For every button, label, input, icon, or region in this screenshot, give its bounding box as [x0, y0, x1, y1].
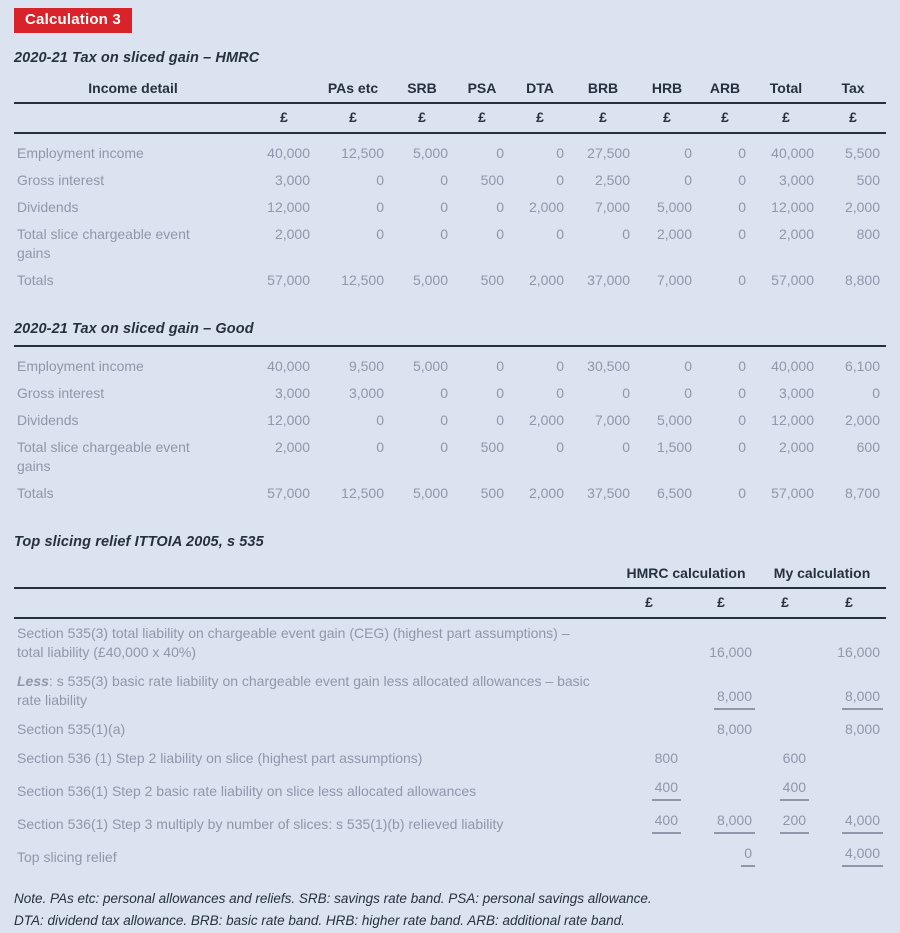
cell-value: 2,000 — [528, 272, 564, 288]
cell-value: 4,000 — [812, 806, 886, 839]
cell-value: 0 — [738, 226, 746, 242]
cell-value: 57,000 — [771, 272, 814, 288]
cell-value: 200 — [758, 806, 812, 839]
footnote-line-1: Note. PAs etc: personal allowances and reliefs. SRB: savings rate band. PSA: personal savings allowance. — [14, 891, 652, 906]
cell-value: 500 — [480, 439, 504, 455]
cell-value: 0 — [496, 385, 504, 401]
cell-value: 6,500 — [656, 485, 692, 501]
row-label: Top slicing relief — [17, 849, 117, 865]
table-row — [14, 618, 886, 667]
cell-value — [812, 744, 886, 773]
cell-value: 3,000 — [274, 172, 310, 188]
cell-value: 8,000 — [684, 667, 758, 715]
section-title-top-slicing-relief: Top slicing relief ITTOIA 2005, s 535 — [14, 534, 264, 550]
cell-value — [614, 667, 684, 715]
cell-value: 0 — [376, 439, 384, 455]
column-header-arb: ARB — [698, 78, 752, 103]
currency-symbol: £ — [752, 103, 820, 133]
cell-value: 2,000 — [528, 485, 564, 501]
cell-value: 0 — [376, 199, 384, 215]
table2-body — [14, 346, 886, 507]
cell-value: 5,000 — [412, 358, 448, 374]
cell-value: 0 — [738, 412, 746, 428]
cell-value: 9,500 — [348, 358, 384, 374]
cell-value: 0 — [684, 839, 758, 872]
cell-value — [758, 839, 812, 872]
cell-value: 0 — [684, 172, 692, 188]
cell-value: 12,500 — [341, 272, 384, 288]
cell-value — [614, 618, 684, 667]
row-label: Totals — [17, 485, 54, 501]
table-row — [14, 133, 886, 167]
cell-value: 0 — [738, 358, 746, 374]
table-row — [14, 744, 886, 773]
cell-value: 40,000 — [267, 145, 310, 161]
currency-symbol: £ — [614, 588, 684, 618]
cell-value — [758, 667, 812, 715]
cell-value: 0 — [556, 172, 564, 188]
cell-value — [614, 715, 684, 744]
cell-value: 40,000 — [771, 145, 814, 161]
cell-value: 0 — [440, 439, 448, 455]
cell-value: 2,000 — [778, 226, 814, 242]
table1-currency-row — [14, 103, 886, 133]
row-label-prefix: Less — [17, 673, 49, 689]
cell-value: 0 — [496, 358, 504, 374]
cell-value: 0 — [684, 358, 692, 374]
cell-value: 0 — [556, 385, 564, 401]
cell-value — [614, 839, 684, 872]
row-label: Total slice chargeable event gains — [17, 226, 190, 261]
cell-value: 2,000 — [844, 412, 880, 428]
cell-value: 5,000 — [656, 199, 692, 215]
currency-symbol: £ — [812, 588, 886, 618]
row-label: Total slice chargeable event gains — [17, 439, 190, 474]
cell-value: 500 — [480, 272, 504, 288]
cell-value: 500 — [480, 485, 504, 501]
cell-value: 0 — [440, 199, 448, 215]
cell-value: 0 — [872, 385, 880, 401]
cell-value: 0 — [556, 226, 564, 242]
cell-value: 7,000 — [594, 412, 630, 428]
table-row — [14, 773, 886, 806]
cell-value: 12,500 — [341, 145, 384, 161]
table3-body — [14, 618, 886, 872]
row-label: Section 535(1)(a) — [17, 721, 126, 737]
row-label: Section 536(1) Step 2 basic rate liability on slice less allocated allowances — [17, 783, 477, 799]
cell-value: 8,000 — [684, 806, 758, 839]
cell-value: 0 — [556, 145, 564, 161]
column-header-srb: SRB — [390, 78, 454, 103]
calculation-badge-label: Calculation 3 — [25, 11, 121, 28]
cell-value: 8,700 — [844, 485, 880, 501]
table1-body — [14, 133, 886, 294]
cell-value: 0 — [622, 385, 630, 401]
cell-value: 3,000 — [274, 385, 310, 401]
row-label: Dividends — [17, 199, 79, 215]
cell-value: 0 — [496, 145, 504, 161]
currency-symbol: £ — [454, 103, 510, 133]
table3-header-row — [14, 563, 886, 588]
table-sliced-gain-good — [14, 345, 886, 507]
cell-value: 0 — [496, 226, 504, 242]
column-header-psa: PSA — [454, 78, 510, 103]
cell-value: 57,000 — [267, 485, 310, 501]
cell-value — [812, 773, 886, 806]
cell-value: 4,000 — [812, 839, 886, 872]
cell-value: 6,100 — [844, 358, 880, 374]
calculation-page — [14, 8, 886, 933]
cell-value: 2,000 — [778, 439, 814, 455]
cell-value: 0 — [496, 412, 504, 428]
cell-value: 57,000 — [267, 272, 310, 288]
table1-header — [14, 78, 886, 133]
cell-value: 800 — [654, 750, 678, 766]
footnote — [14, 888, 886, 933]
table-row — [14, 167, 886, 194]
table-row — [14, 267, 886, 294]
table-row — [14, 667, 886, 715]
cell-value: 12,000 — [267, 199, 310, 215]
table1-header-row — [14, 78, 886, 103]
currency-spacer — [14, 588, 614, 618]
cell-value: 2,000 — [528, 199, 564, 215]
table-row — [14, 380, 886, 407]
cell-value: 8,800 — [844, 272, 880, 288]
row-label: Gross interest — [17, 385, 105, 401]
group-header-my-calculation: My calculation — [758, 563, 886, 588]
column-header-hrb: HRB — [636, 78, 698, 103]
footnote-line-2: DTA: dividend tax allowance. BRB: basic rate band. HRB: higher rate band. ARB: additional rate band. — [14, 913, 625, 929]
group-header-hmrc-calculation: HMRC calculation — [614, 563, 758, 588]
cell-value: 37,000 — [587, 272, 630, 288]
row-label: Totals — [17, 272, 54, 288]
table3-currency-row — [14, 588, 886, 618]
cell-value: 0 — [738, 172, 746, 188]
cell-value: 12,000 — [771, 199, 814, 215]
section-title-good: 2020-21 Tax on sliced gain – Good — [14, 321, 254, 337]
cell-value: 0 — [738, 199, 746, 215]
cell-value — [758, 715, 812, 744]
cell-value: 8,000 — [812, 667, 886, 715]
table-row — [14, 194, 886, 221]
cell-value: 12,000 — [771, 412, 814, 428]
column-header-amount — [252, 78, 316, 103]
column-header-brb: BRB — [570, 78, 636, 103]
cell-value: 8,000 — [844, 721, 881, 737]
table3-header — [14, 563, 886, 618]
cell-value: 0 — [738, 439, 746, 455]
table-row — [14, 407, 886, 434]
cell-value: 600 — [856, 439, 880, 455]
cell-value: 0 — [376, 226, 384, 242]
column-header-pas-etc: PAs etc — [316, 78, 390, 103]
cell-value: 12,500 — [341, 485, 384, 501]
cell-value: 27,500 — [587, 145, 630, 161]
cell-value: 0 — [738, 385, 746, 401]
cell-value: 3,000 — [778, 172, 814, 188]
cell-value: 3,000 — [348, 385, 384, 401]
cell-value: 0 — [376, 412, 384, 428]
cell-value: 0 — [496, 199, 504, 215]
cell-value: 0 — [738, 145, 746, 161]
cell-value: 500 — [856, 172, 880, 188]
calculation-badge — [14, 8, 132, 33]
cell-value: 0 — [684, 385, 692, 401]
column-header-income-detail: Income detail — [14, 78, 252, 103]
table-row — [14, 715, 886, 744]
table-row — [14, 346, 886, 380]
row-label: Dividends — [17, 412, 79, 428]
currency-symbol: £ — [390, 103, 454, 133]
table-top-slicing-relief — [14, 563, 886, 872]
cell-value: 0 — [556, 358, 564, 374]
cell-value: 5,000 — [412, 145, 448, 161]
currency-symbol: £ — [636, 103, 698, 133]
cell-value: 40,000 — [771, 358, 814, 374]
currency-symbol: £ — [570, 103, 636, 133]
currency-symbol: £ — [698, 103, 752, 133]
currency-symbol: £ — [684, 588, 758, 618]
cell-value: 500 — [480, 172, 504, 188]
cell-value: 5,000 — [656, 412, 692, 428]
cell-value: 0 — [622, 226, 630, 242]
cell-value: 0 — [440, 172, 448, 188]
table-row — [14, 839, 886, 872]
cell-value: 57,000 — [771, 485, 814, 501]
column-header-tax: Tax — [820, 78, 886, 103]
cell-value: 400 — [614, 773, 684, 806]
table-row — [14, 434, 886, 480]
cell-value: 16,000 — [709, 644, 753, 660]
cell-value: 7,000 — [656, 272, 692, 288]
row-label: Section 535(3) total liability on chargeable event gain (CEG) (highest part assumptions) – total liability (£40,000 x 40%) — [17, 625, 570, 660]
table-row — [14, 480, 886, 507]
currency-spacer — [14, 103, 252, 133]
currency-symbol: £ — [820, 103, 886, 133]
cell-value: 0 — [738, 485, 746, 501]
row-label: Section 536(1) Step 3 multiply by number of slices: s 535(1)(b) relieved liability — [17, 816, 504, 832]
row-label: Employment income — [17, 358, 144, 374]
cell-value: 40,000 — [267, 358, 310, 374]
cell-value — [758, 618, 812, 667]
currency-symbol: £ — [510, 103, 570, 133]
currency-symbol: £ — [316, 103, 390, 133]
section-title-hmrc: 2020-21 Tax on sliced gain – HMRC — [14, 50, 260, 66]
currency-symbol: £ — [758, 588, 812, 618]
cell-value: 0 — [556, 439, 564, 455]
cell-value: 800 — [856, 226, 880, 242]
row-label: Employment income — [17, 145, 144, 161]
cell-value: 2,000 — [274, 439, 310, 455]
table-row — [14, 221, 886, 267]
cell-value: 2,000 — [274, 226, 310, 242]
row-label: Less: s 535(3) basic rate liability on chargeable event gain less allocated allowances – basic rate liability — [17, 673, 590, 708]
table-sliced-gain-hmrc — [14, 78, 886, 294]
cell-value: 400 — [614, 806, 684, 839]
cell-value: 7,000 — [594, 199, 630, 215]
column-header-dta: DTA — [510, 78, 570, 103]
cell-value: 5,000 — [412, 485, 448, 501]
cell-value: 0 — [440, 412, 448, 428]
cell-value: 5,500 — [844, 145, 880, 161]
group-header-spacer — [14, 563, 614, 588]
cell-value: 2,500 — [594, 172, 630, 188]
table-row — [14, 806, 886, 839]
cell-value: 0 — [738, 272, 746, 288]
currency-symbol: £ — [252, 103, 316, 133]
cell-value: 0 — [684, 145, 692, 161]
cell-value: 16,000 — [837, 644, 881, 660]
row-label: Section 536 (1) Step 2 liability on slice (highest part assumptions) — [17, 750, 423, 766]
cell-value: 5,000 — [412, 272, 448, 288]
cell-value: 30,500 — [587, 358, 630, 374]
cell-value: 0 — [622, 439, 630, 455]
cell-value: 3,000 — [778, 385, 814, 401]
cell-value: 1,500 — [656, 439, 692, 455]
cell-value: 12,000 — [267, 412, 310, 428]
cell-value — [684, 773, 758, 806]
cell-value: 2,000 — [844, 199, 880, 215]
column-header-total: Total — [752, 78, 820, 103]
cell-value: 400 — [758, 773, 812, 806]
cell-value: 0 — [440, 226, 448, 242]
cell-value — [684, 744, 758, 773]
cell-value: 2,000 — [656, 226, 692, 242]
cell-value: 0 — [440, 385, 448, 401]
cell-value: 2,000 — [528, 412, 564, 428]
cell-value: 600 — [782, 750, 807, 766]
row-label: Gross interest — [17, 172, 105, 188]
cell-value: 8,000 — [716, 721, 753, 737]
cell-value: 0 — [376, 172, 384, 188]
cell-value: 37,500 — [587, 485, 630, 501]
